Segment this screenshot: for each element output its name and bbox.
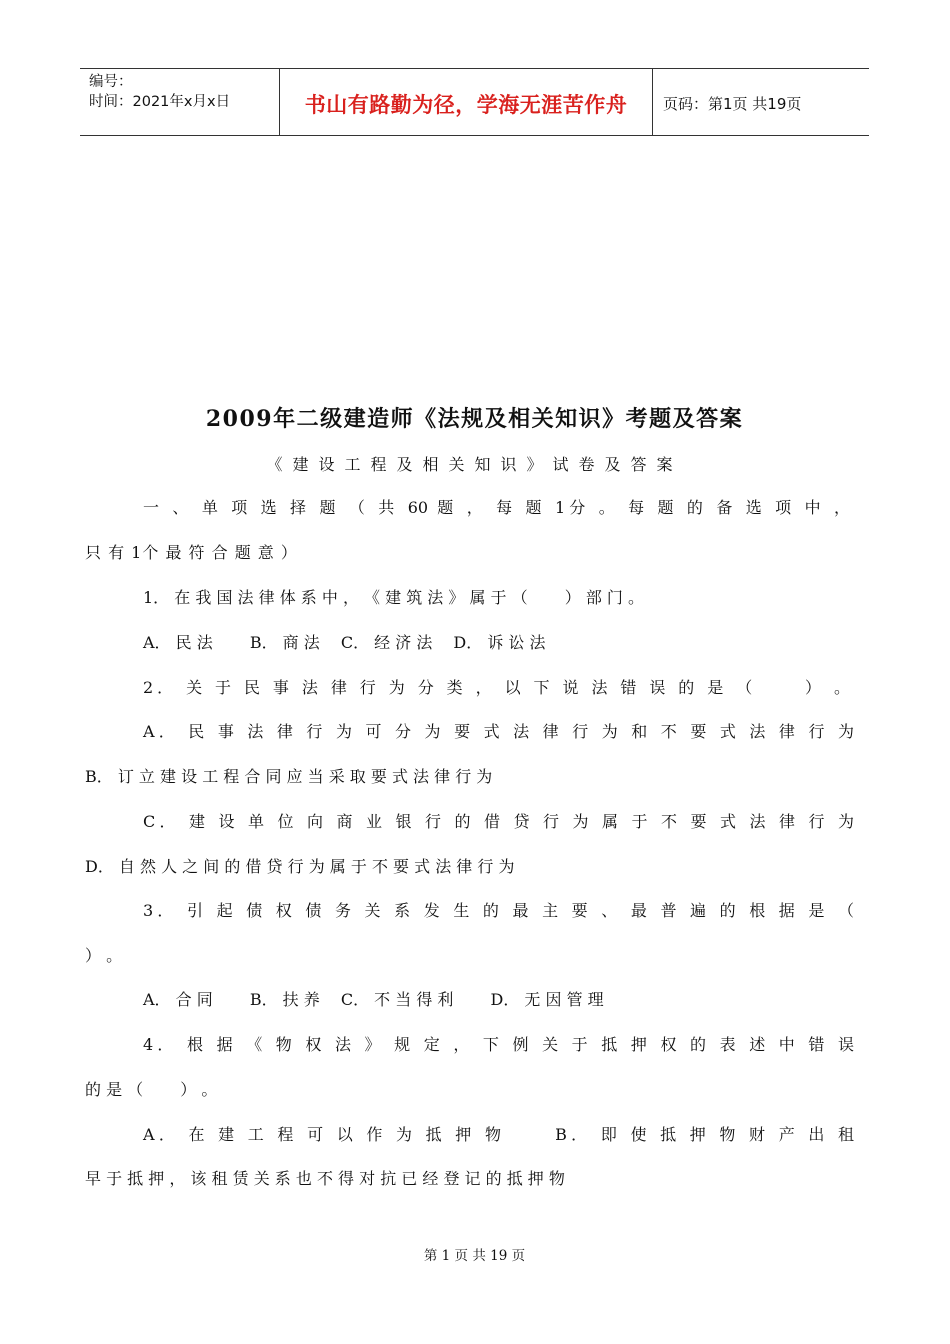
page-footer: 第 1 页 共 19 页 [423, 1248, 526, 1264]
question-3-continued: ） 。 [85, 946, 123, 965]
question-1: 1． 在 我 国 法 律 体 系 中 ， 《 建 筑 法 》 属 于 （ ） 部 门 。 [143, 588, 644, 607]
question-1-options: A． 民 法 B． 商 法 C． 经 济 法 D． 诉 讼 法 [143, 633, 546, 652]
header-motto: 书山有路勤为径，学海无涯苦作舟 [280, 69, 653, 135]
document-title: 2009年二级建造师《法规及相关知识》考题及答案 [205, 406, 744, 432]
question-2-option-d: D． 自 然 人 之 间 的 借 贷 行 为 属 于 不 要 式 法 律 行 为 [85, 857, 515, 876]
question-4-continued: 的 是 （ ） 。 [85, 1080, 218, 1099]
question-2-option-a: A． 民 事 法 律 行 为 可 分 为 要 式 法 律 行 为 和 不 要 式 法 律 行 为 [143, 722, 854, 741]
header-number-label: 编号： [89, 74, 133, 90]
section-heading-line: 一 、 单 项 选 择 题 （ 共 60 题 ， 每 题 1分 。 每 题 的 备 选 项 中 ， [143, 498, 850, 517]
question-3-options: A． 合 同 B． 扶 养 C． 不 当 得 利 D． 无 因 管 理 [143, 990, 604, 1009]
header-meta [80, 69, 280, 135]
header-time-label: 时间：2021年x月x日 [89, 94, 231, 110]
question-4-option-b-continued: 早 于 抵 押 ， 该 租 赁 关 系 也 不 得 对 抗 已 经 登 记 的 抵 押 物 [85, 1169, 565, 1188]
question-2: 2． 关 于 民 事 法 律 行 为 分 类 ， 以 下 说 法 错 误 的 是 （ ） 。 [143, 678, 850, 697]
section-heading-continued: 只 有 1个 最 符 合 题 意 ） [85, 543, 298, 562]
header-page-info: 页码：第1页 共19页 [663, 94, 802, 113]
page-header [80, 68, 869, 136]
question-2-option-b: B． 订 立 建 设 工 程 合 同 应 当 采 取 要 式 法 律 行 为 [85, 767, 493, 786]
question-2-option-c: C． 建 设 单 位 向 商 业 银 行 的 借 贷 行 为 属 于 不 要 式 法 律 行 为 [143, 812, 854, 831]
document-subtitle: 《建设工程及相关知识》试卷及答案 [266, 455, 683, 474]
question-4-options-ab: A． 在 建 工 程 可 以 作 为 抵 押 物 B． 即 使 抵 押 物 财 产 出 租 [143, 1125, 854, 1144]
question-3: 3． 引 起 债 权 债 务 关 系 发 生 的 最 主 要 、 最 普 遍 的 根 据 是 （ [143, 901, 854, 920]
question-4: 4． 根 据 《 物 权 法 》 规 定 ， 下 例 关 于 抵 押 权 的 表 述 中 错 误 [143, 1035, 854, 1054]
